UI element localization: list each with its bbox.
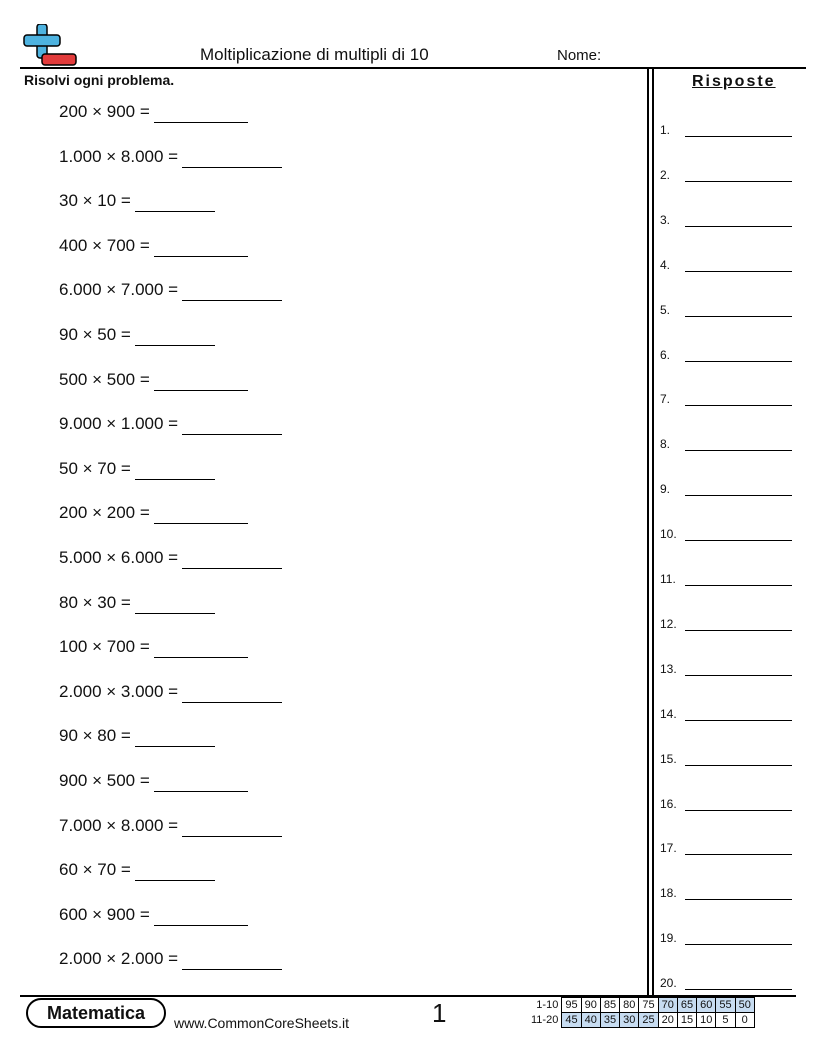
answer-line[interactable] bbox=[685, 540, 792, 541]
header-rule bbox=[20, 67, 806, 69]
score-cell: 60 bbox=[697, 998, 716, 1013]
answer-line[interactable] bbox=[685, 810, 792, 811]
answer-number: 20. bbox=[660, 976, 677, 991]
answer-number: 8. bbox=[660, 437, 671, 452]
answer-number: 10. bbox=[660, 527, 677, 542]
answer-blank[interactable] bbox=[182, 300, 282, 301]
answer-number: 15. bbox=[660, 751, 677, 766]
answer-row bbox=[660, 707, 795, 727]
problem-expression: 600 × 900 = bbox=[59, 904, 150, 924]
answer-line[interactable] bbox=[685, 495, 792, 496]
problem-row bbox=[0, 724, 640, 754]
answer-row bbox=[660, 482, 795, 502]
answer-row bbox=[660, 258, 795, 278]
score-cell: 35 bbox=[600, 1013, 619, 1028]
answer-blank[interactable] bbox=[182, 434, 282, 435]
answer-number: 7. bbox=[660, 392, 671, 407]
answer-blank[interactable] bbox=[135, 746, 215, 747]
column-divider bbox=[647, 69, 654, 997]
score-table bbox=[528, 997, 755, 1028]
answer-line[interactable] bbox=[685, 181, 792, 182]
answer-number: 13. bbox=[660, 661, 677, 676]
problem-expression: 200 × 900 = bbox=[59, 102, 150, 121]
problem-row bbox=[0, 145, 640, 175]
score-cell: 0 bbox=[735, 1013, 754, 1028]
problem-row bbox=[0, 814, 640, 844]
score-cell: 65 bbox=[677, 998, 696, 1013]
answer-blank[interactable] bbox=[182, 836, 282, 837]
problem-expression: 30 × 10 = bbox=[59, 191, 131, 211]
answer-line[interactable] bbox=[685, 675, 792, 676]
answer-line[interactable] bbox=[685, 630, 792, 631]
answer-blank[interactable] bbox=[154, 256, 248, 257]
answer-row bbox=[660, 168, 795, 188]
score-cell: 45 bbox=[562, 1013, 581, 1028]
page-number: 1 bbox=[432, 998, 447, 1028]
answer-number: 1. bbox=[660, 123, 671, 137]
problem-expression: 6.000 × 7.000 = bbox=[59, 280, 179, 300]
answer-row bbox=[660, 437, 795, 457]
score-cell: 85 bbox=[600, 998, 619, 1013]
answer-number: 2. bbox=[660, 167, 671, 182]
score-cell: 95 bbox=[562, 998, 581, 1013]
answers-title: Risposte bbox=[692, 73, 776, 90]
score-cell: 20 bbox=[658, 1013, 677, 1028]
problem-row bbox=[0, 680, 640, 710]
problem-row bbox=[0, 412, 640, 442]
score-cell: 75 bbox=[639, 998, 658, 1013]
problem-row bbox=[0, 903, 640, 933]
answer-row bbox=[660, 392, 795, 412]
answer-row bbox=[660, 572, 795, 592]
answer-line[interactable] bbox=[685, 405, 792, 406]
answer-blank[interactable] bbox=[135, 880, 215, 881]
score-cell: 15 bbox=[677, 1013, 696, 1028]
problem-row bbox=[0, 457, 640, 487]
site-url: www.CommonCoreSheets.it bbox=[174, 1015, 350, 1031]
answer-blank[interactable] bbox=[154, 657, 248, 658]
answer-blank[interactable] bbox=[182, 568, 282, 569]
answer-row bbox=[660, 931, 795, 951]
problem-row bbox=[0, 323, 640, 353]
answer-row bbox=[660, 348, 795, 368]
score-cell: 25 bbox=[639, 1013, 658, 1028]
score-cell: 5 bbox=[716, 1013, 735, 1028]
worksheet-title: Moltiplicazione di multipli di 10 bbox=[200, 45, 429, 64]
score-cell: 55 bbox=[716, 998, 735, 1013]
answer-line[interactable] bbox=[685, 854, 792, 855]
answer-line[interactable] bbox=[685, 136, 792, 137]
problem-expression: 5.000 × 6.000 = bbox=[59, 548, 179, 567]
answer-line[interactable] bbox=[685, 765, 792, 766]
score-row-label: 11-20 bbox=[531, 1014, 559, 1026]
problem-expression: 400 × 700 = bbox=[59, 235, 150, 255]
answer-number: 18. bbox=[660, 886, 677, 901]
instructions: Risolvi ogni problema. bbox=[24, 72, 175, 88]
answer-blank[interactable] bbox=[154, 523, 248, 524]
problem-expression: 2.000 × 2.000 = bbox=[59, 949, 179, 969]
answer-line[interactable] bbox=[685, 316, 792, 317]
problem-row bbox=[0, 858, 640, 888]
answer-blank[interactable] bbox=[182, 702, 282, 703]
answer-number: 9. bbox=[660, 482, 671, 497]
problem-expression: 50 × 70 = bbox=[59, 458, 131, 478]
answer-blank[interactable] bbox=[154, 791, 248, 792]
answer-blank[interactable] bbox=[154, 122, 248, 123]
problem-expression: 1.000 × 8.000 = bbox=[59, 146, 179, 166]
answer-number: 14. bbox=[660, 706, 677, 721]
problem-row bbox=[0, 368, 640, 398]
answer-row bbox=[660, 841, 795, 861]
problem-row bbox=[0, 278, 640, 308]
answer-number: 3. bbox=[660, 212, 671, 227]
answer-number: 6. bbox=[660, 347, 671, 362]
answer-line[interactable] bbox=[685, 720, 792, 721]
answer-blank[interactable] bbox=[154, 390, 248, 391]
answer-number: 17. bbox=[660, 841, 677, 856]
answer-blank[interactable] bbox=[135, 345, 215, 346]
answer-row bbox=[660, 662, 795, 682]
problem-expression: 200 × 200 = bbox=[59, 503, 150, 523]
answer-number: 19. bbox=[660, 931, 677, 946]
answer-row bbox=[660, 886, 795, 906]
answer-line[interactable] bbox=[685, 271, 792, 272]
answer-line[interactable] bbox=[685, 226, 792, 227]
score-cell: 30 bbox=[620, 1013, 639, 1028]
answer-row bbox=[660, 752, 795, 772]
problem-expression: 900 × 500 = bbox=[59, 771, 150, 790]
score-row bbox=[528, 1013, 754, 1028]
answer-blank[interactable] bbox=[182, 969, 282, 970]
math-logo-icon bbox=[22, 24, 80, 68]
answer-number: 4. bbox=[660, 257, 671, 272]
score-cell: 40 bbox=[581, 1013, 600, 1028]
problem-row bbox=[0, 546, 640, 576]
answer-row bbox=[660, 527, 795, 547]
answer-number: 11. bbox=[660, 572, 676, 586]
problem-row bbox=[0, 769, 640, 799]
answer-row bbox=[660, 213, 795, 233]
problem-row bbox=[0, 100, 640, 130]
answer-line[interactable] bbox=[685, 450, 792, 451]
problem-row bbox=[0, 501, 640, 531]
answer-number: 16. bbox=[660, 796, 677, 811]
brand-badge: Matematica bbox=[26, 998, 166, 1028]
problem-row bbox=[0, 947, 640, 977]
score-cell: 90 bbox=[581, 998, 600, 1013]
score-cell: 80 bbox=[620, 998, 639, 1013]
answer-row bbox=[660, 123, 795, 143]
answer-blank[interactable] bbox=[154, 925, 248, 926]
answer-line[interactable] bbox=[685, 944, 792, 945]
problem-expression: 90 × 50 = bbox=[59, 325, 131, 344]
problem-expression: 500 × 500 = bbox=[59, 369, 150, 389]
problem-row bbox=[0, 591, 640, 621]
answer-blank[interactable] bbox=[135, 479, 215, 480]
problem-expression: 60 × 70 = bbox=[59, 860, 131, 880]
problem-expression: 7.000 × 8.000 = bbox=[59, 815, 179, 835]
answer-number: 12. bbox=[660, 616, 677, 631]
answer-line[interactable] bbox=[685, 989, 792, 990]
score-cell: 10 bbox=[697, 1013, 716, 1028]
score-row bbox=[528, 998, 754, 1013]
answer-blank[interactable] bbox=[135, 211, 215, 212]
score-cell: 70 bbox=[658, 998, 677, 1013]
answer-row bbox=[660, 617, 795, 637]
answer-blank[interactable] bbox=[182, 167, 282, 168]
answer-line[interactable] bbox=[685, 585, 792, 586]
answer-line[interactable] bbox=[685, 361, 792, 362]
problem-expression: 100 × 700 = bbox=[59, 637, 150, 657]
answer-number: 5. bbox=[660, 302, 671, 317]
problem-expression: 9.000 × 1.000 = bbox=[59, 414, 179, 434]
problem-expression: 90 × 80 = bbox=[59, 726, 131, 746]
score-row-label: 1-10 bbox=[536, 999, 559, 1011]
score-cell: 50 bbox=[735, 998, 754, 1013]
problem-expression: 80 × 30 = bbox=[59, 592, 131, 612]
answer-line[interactable] bbox=[685, 899, 792, 900]
answer-row bbox=[660, 976, 795, 996]
problem-expression: 2.000 × 3.000 = bbox=[59, 681, 179, 701]
answer-row bbox=[660, 797, 795, 817]
problem-row bbox=[0, 234, 640, 264]
problem-row bbox=[0, 635, 640, 665]
answer-blank[interactable] bbox=[135, 613, 215, 614]
answer-row bbox=[660, 303, 795, 323]
name-label: Nome: bbox=[557, 47, 602, 64]
problem-row bbox=[0, 189, 640, 219]
